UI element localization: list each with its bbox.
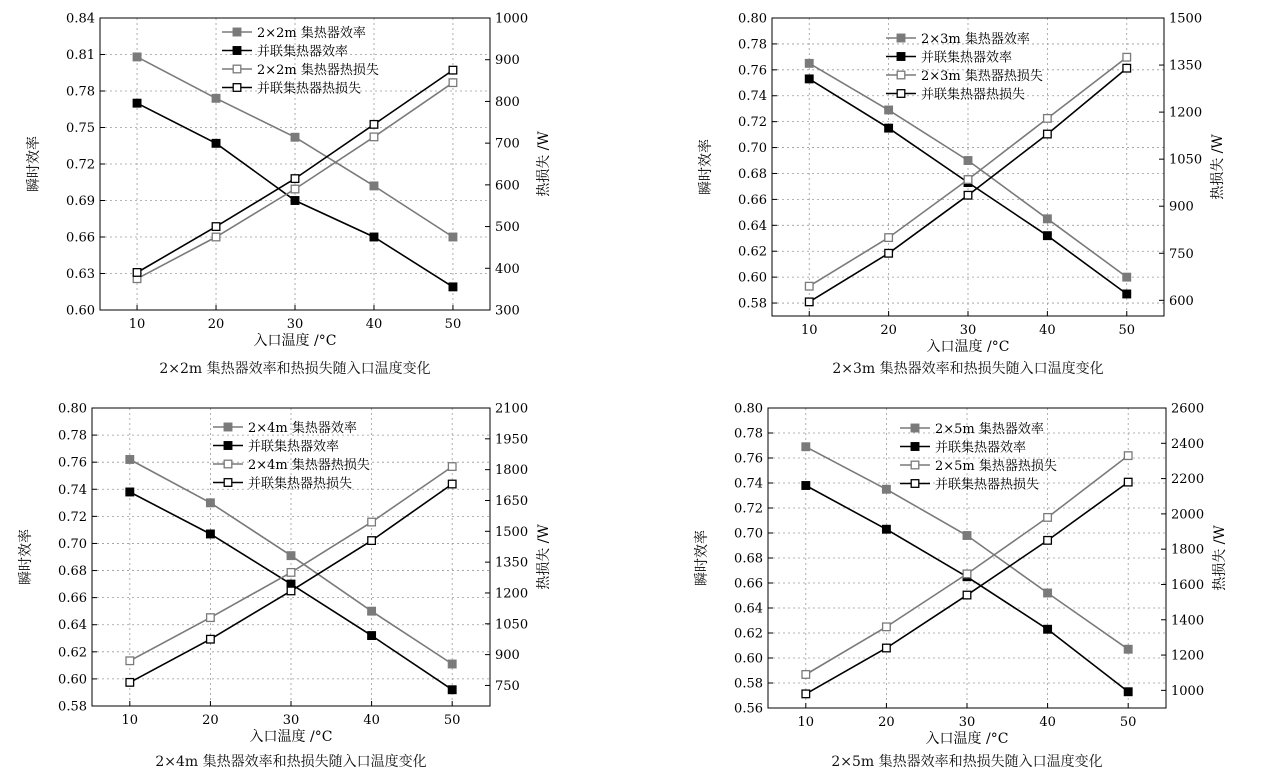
y-tick-label: 0.80	[738, 11, 767, 27]
y-tick-label: 0.64	[738, 218, 767, 234]
legend-entry-label: 2×3m 集热器热损失	[921, 69, 1043, 84]
x-tick-label: 20	[202, 713, 219, 728]
chart-caption-2: 2×3m 集热器效率和热损失随入口温度变化	[832, 361, 1104, 377]
y-axis-label: 瞬时效率	[18, 529, 34, 585]
y2-tick-label: 1800	[495, 463, 529, 479]
x-tick-label: 50	[1119, 715, 1137, 730]
y-tick-label: 0.72	[58, 509, 87, 525]
chart-caption-3: 2×4m 集热器效率和热损失随入口温度变化	[155, 754, 427, 770]
x-axis-label: 入口温度 /°C	[253, 333, 337, 349]
chart-caption-1: 2×2m 集热器效率和热损失随入口温度变化	[159, 361, 431, 377]
y2-tick-label: 1050	[1169, 152, 1203, 168]
data-point-marker	[883, 644, 891, 652]
y-tick-label: 0.66	[66, 230, 95, 246]
y-tick-label: 0.70	[738, 141, 767, 157]
data-point-marker	[802, 482, 810, 490]
x-tick-label: 40	[365, 317, 383, 332]
y-tick-label: 0.70	[58, 536, 87, 552]
y-tick-label: 0.78	[58, 428, 87, 444]
y2-tick-label: 900	[1169, 199, 1194, 215]
y-tick-label: 0.66	[738, 192, 767, 208]
y2-tick-label: 2200	[1171, 472, 1205, 488]
y-tick-label: 0.78	[738, 37, 767, 53]
y-tick-label: 0.76	[734, 451, 763, 467]
y-tick-label: 0.80	[734, 401, 763, 417]
data-point-marker	[1044, 589, 1052, 597]
y2-tick-label: 1400	[1171, 613, 1205, 629]
legend-entry-label: 2×4m 集热器热损失	[248, 458, 370, 473]
x-tick-label: 50	[1118, 323, 1136, 338]
data-point-marker	[1044, 537, 1052, 545]
y-tick-label: 0.62	[738, 244, 767, 260]
x-tick-label: 10	[121, 713, 139, 728]
legend-entry-label: 并联集热器热损失	[935, 477, 1040, 493]
y2-tick-label: 300	[495, 303, 520, 319]
x-tick-label: 40	[1039, 715, 1056, 730]
y2-tick-label: 400	[495, 261, 520, 277]
y-axis-label: 瞬时效率	[26, 136, 42, 192]
y2-tick-label: 1500	[495, 524, 529, 540]
y-tick-label: 0.60	[66, 303, 95, 319]
y-tick-label: 0.74	[734, 476, 763, 492]
y2-tick-label: 1600	[1171, 577, 1205, 593]
y-tick-label: 0.66	[58, 591, 87, 607]
y-tick-label: 0.68	[58, 564, 87, 580]
y2-axis-label: 热损失 /W	[1210, 134, 1226, 200]
y2-tick-label: 2600	[1171, 401, 1205, 417]
y2-tick-label: 600	[1169, 293, 1194, 309]
data-point-marker	[963, 591, 971, 599]
x-tick-label: 30	[959, 323, 977, 338]
data-point-marker	[802, 690, 810, 698]
y-tick-label: 0.68	[734, 551, 763, 567]
y2-tick-label: 900	[495, 53, 520, 69]
legend-entry-label: 并联集热器热损失	[257, 81, 362, 97]
y-tick-label: 0.74	[738, 89, 767, 105]
y-tick-label: 0.58	[58, 699, 87, 715]
y-tick-label: 0.78	[66, 84, 95, 100]
y-tick-label: 0.72	[738, 115, 767, 131]
y2-tick-label: 700	[495, 136, 520, 152]
x-tick-label: 20	[880, 323, 897, 338]
legend-entry-label: 并联集热器效率	[935, 440, 1027, 456]
y-tick-label: 0.66	[734, 576, 763, 592]
y2-tick-label: 1650	[495, 493, 529, 509]
data-point-marker	[883, 525, 891, 533]
legend-entry-label: 2×3m 集热器效率	[921, 32, 1030, 47]
legend-entry-label: 并联集热器效率	[248, 439, 340, 455]
y2-tick-label: 900	[495, 648, 520, 664]
x-tick-label: 20	[207, 317, 225, 332]
legend-marker	[911, 443, 919, 451]
x-tick-label: 50	[443, 713, 461, 728]
y-tick-label: 0.56	[734, 701, 763, 717]
y2-tick-label: 500	[495, 220, 520, 236]
y2-tick-label: 1350	[495, 555, 529, 571]
y2-tick-label: 1000	[495, 11, 529, 27]
y-tick-label: 0.58	[734, 676, 763, 692]
data-point-marker	[1124, 688, 1132, 696]
x-tick-label: 30	[958, 715, 976, 730]
data-point-marker	[883, 623, 891, 631]
data-point-marker	[1044, 514, 1052, 522]
x-tick-label: 40	[1039, 323, 1056, 338]
y2-tick-label: 1800	[1171, 542, 1205, 558]
legend-marker	[911, 480, 919, 488]
data-point-marker	[883, 485, 891, 493]
y2-axis-label: 热损失 /W	[536, 131, 552, 197]
data-point-marker	[963, 570, 971, 578]
x-axis-label: 入口温度 /°C	[249, 729, 333, 745]
y2-tick-label: 1050	[495, 617, 529, 633]
data-point-marker	[802, 671, 810, 679]
y-tick-label: 0.60	[734, 651, 763, 667]
y-tick-label: 0.62	[58, 645, 87, 661]
y2-tick-label: 1200	[1169, 105, 1203, 121]
legend-marker	[911, 424, 919, 432]
y2-tick-label: 1350	[1169, 58, 1203, 74]
y2-tick-label: 750	[1169, 246, 1194, 262]
x-tick-label: 10	[797, 715, 815, 730]
y-axis-label: 瞬时效率	[698, 139, 714, 195]
data-point-marker	[1124, 452, 1132, 460]
x-axis-label: 入口温度 /°C	[925, 731, 1009, 747]
y2-tick-label: 1950	[495, 432, 529, 448]
y2-tick-label: 1200	[495, 586, 529, 602]
y-tick-label: 0.78	[734, 426, 763, 442]
y-tick-label: 0.64	[734, 601, 763, 617]
data-point-marker	[963, 532, 971, 540]
y-tick-label: 0.76	[738, 63, 767, 79]
y-tick-label: 0.62	[734, 626, 763, 642]
legend-entry-label: 并联集热器热损失	[248, 476, 353, 492]
data-point-marker	[802, 443, 810, 451]
y-tick-label: 0.76	[58, 455, 87, 471]
legend-entry-label: 2×2m 集热器效率	[257, 26, 366, 41]
x-tick-label: 20	[878, 715, 895, 730]
y-tick-label: 0.72	[66, 157, 95, 173]
x-axis-label: 入口温度 /°C	[926, 339, 1010, 355]
legend-entry-label: 2×5m 集热器热损失	[935, 459, 1057, 474]
y2-tick-label: 800	[495, 94, 520, 110]
y-tick-label: 0.84	[66, 11, 95, 27]
y-tick-label: 0.60	[58, 672, 87, 688]
y-tick-label: 0.70	[734, 526, 763, 542]
legend-entry-label: 2×4m 集热器效率	[248, 421, 357, 436]
y-tick-label: 0.81	[66, 48, 95, 63]
y-tick-label: 0.58	[738, 296, 767, 312]
legend-entry-label: 2×2m 集热器热损失	[257, 63, 379, 78]
x-tick-label: 10	[128, 317, 146, 332]
y-tick-label: 0.80	[58, 401, 87, 417]
x-tick-label: 30	[282, 713, 300, 728]
legend-entry-label: 并联集热器热损失	[921, 87, 1026, 103]
y2-axis-label: 热损失 /W	[1212, 525, 1228, 591]
y2-tick-label: 2000	[1171, 507, 1205, 523]
data-point-marker	[1124, 645, 1132, 653]
legend-entry-label: 2×5m 集热器效率	[935, 422, 1044, 437]
y2-tick-label: 600	[495, 178, 520, 194]
legend-marker	[911, 461, 919, 469]
y-tick-label: 0.75	[66, 121, 95, 136]
y2-tick-label: 2100	[495, 401, 529, 417]
chart-caption-4: 2×5m 集热器效率和热损失随入口温度变化	[831, 754, 1103, 770]
y-tick-label: 0.69	[66, 194, 95, 209]
y-tick-label: 0.60	[738, 270, 767, 286]
y2-axis-label: 热损失 /W	[536, 524, 552, 590]
y2-tick-label: 1200	[1171, 648, 1205, 664]
data-point-marker	[1124, 478, 1132, 486]
y-tick-label: 0.68	[738, 166, 767, 182]
y-tick-label: 0.63	[66, 267, 95, 282]
data-point-marker	[1044, 625, 1052, 633]
legend-entry-label: 并联集热器效率	[257, 44, 349, 60]
y2-tick-label: 2400	[1171, 436, 1205, 452]
y-tick-label: 0.64	[58, 618, 87, 634]
y-tick-label: 0.72	[734, 501, 763, 517]
x-tick-label: 10	[800, 323, 818, 338]
x-tick-label: 30	[286, 317, 304, 332]
y-tick-label: 0.74	[58, 482, 87, 498]
y-axis-label: 瞬时效率	[694, 530, 710, 586]
y2-tick-label: 750	[495, 678, 520, 694]
y2-tick-label: 1500	[1169, 11, 1203, 27]
y2-tick-label: 1000	[1171, 683, 1205, 699]
x-tick-label: 40	[363, 713, 380, 728]
x-tick-label: 50	[444, 317, 462, 332]
legend-entry-label: 并联集热器效率	[921, 50, 1013, 66]
